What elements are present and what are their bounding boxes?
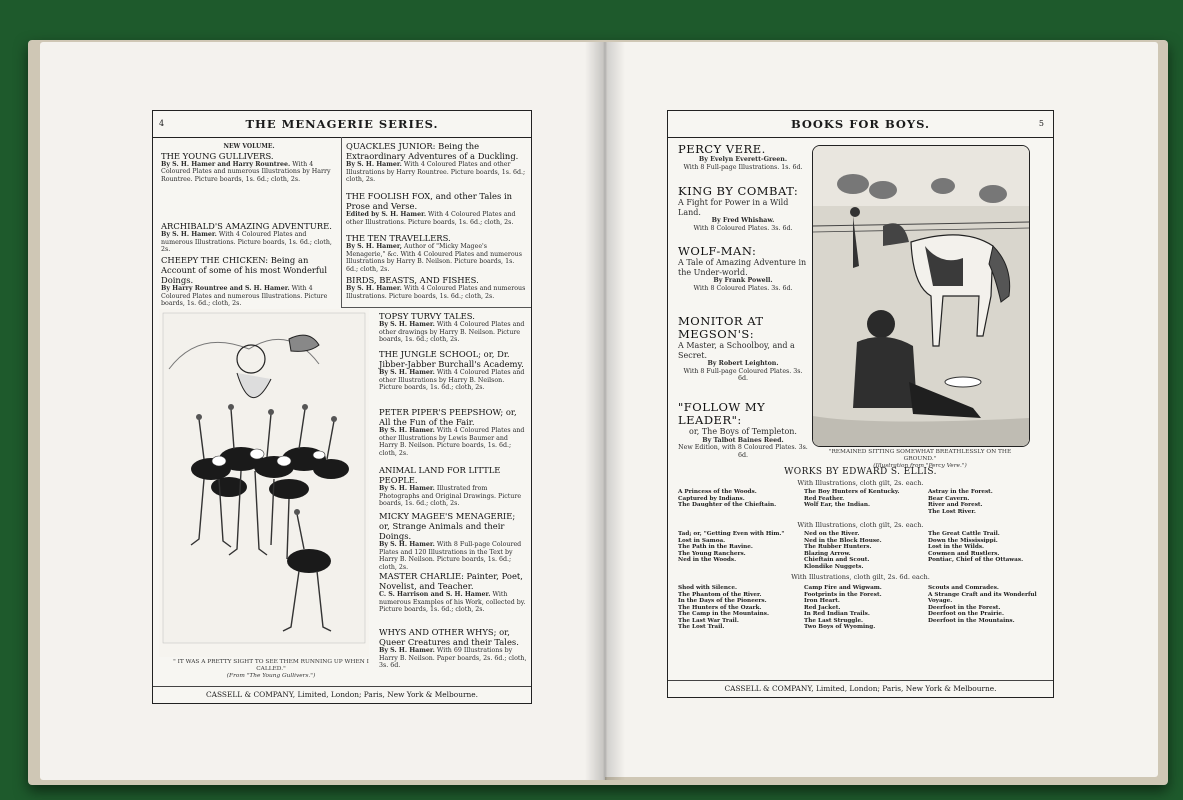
book-entry: KING BY COMBAT: A Fight for Power in a Wild Land. By Fred Whishaw. With 8 Coloured Plates. 3s. 6d. [678, 184, 799, 232]
left-page-title: THE MENAGERIE SERIES. [245, 117, 439, 131]
right-page-footer: CASSELL & COMPANY, Limited, London; Paris, New York & Melbourne. [668, 680, 1053, 697]
right-page-frame [667, 110, 1054, 698]
book-entry: WOLF-MAN: A Tale of Amazing Adventure in the Under-world. By Frank Powell. With 8 Coloured Plates. 3s. 6d. [678, 244, 807, 292]
left-page-number: 4 [159, 119, 166, 128]
book-gutter-shadow [585, 42, 625, 780]
left-page-footer: CASSELL & COMPANY, Limited, London; Paris, New York & Melbourne. [153, 686, 531, 703]
catalog-entry: ARCHIBALD'S AMAZING ADVENTURE. By S. H. Hamer. With 4 Coloured Plates and numerous Illustrations. Picture boards, 1s. 6d.; cloth, 2s. [161, 221, 332, 254]
book-column: The Great Cattle Trail. Down the Mississippi. Lost in the Wilds. Cowmen and Rustlers. Pontiac, Chief of the Ottawas. [928, 531, 1024, 563]
column-divider [341, 307, 531, 308]
ellis-section-title: WORKS BY EDWARD S. ELLIS. [784, 467, 937, 477]
book-column: A Princess of the Woods. Captured by Indians. The Daughter of the Chieftain. [678, 489, 777, 508]
book-column: Camp Fire and Wigwam. Footprints in the Forest. Iron Heart. Red Jacket. In Red Indian Trails. The Last Struggle. Two Boys of Wyoming. [804, 585, 882, 630]
catalog-entry: MICKY MAGEE'S MENAGERIE; or, Strange Animals and their Doings. By S. H. Hamer. With 8 Full-page Coloured Plates and 120 Illustrations in the Text by Harry B. Neilson. Picture boards, 1s. 6d.; cloth, 2s. [379, 511, 522, 571]
catalog-entry: MASTER CHARLIE: Painter, Poet, Novelist, and Teacher. C. S. Harrison and S. H. Hamer. With numerous Examples of his Work, collected by. Picture boards, 1s. 6d.; cloth, 2s. [379, 571, 526, 614]
catalog-entry: CHEEPY THE CHICKEN: Being an Account of some of his most Wonderful Doings. By Harry Rountree and S. H. Hamer. With 4 Coloured Plates and numerous Illustrations. Picture boards, 1s. 6d.; cloth, 2s. [161, 255, 328, 308]
left-page-header [153, 111, 531, 138]
catalog-entry: QUACKLES JUNIOR: Being the Extraordinary Adventures of a Duckling. By S. H. Hamer. With 4 Coloured Plates and other Illustrations by Harry Rountree. Picture boards, 1s. 6d.; cloth, 2s. [346, 141, 526, 184]
book-column: The Boy Hunters of Kentucky. Red Feather. Wolf Ear, the Indian. [804, 489, 900, 508]
catalog-entry: THE FOOLISH FOX, and other Tales in Prose and Verse. Edited by S. H. Hamer. With 4 Coloured Plates and other Illustrations. Picture boards, 1s. 6d.; cloth, 2s. [346, 191, 516, 226]
book-column: Ned on the River. Ned in the Block House. The Rubber Hunters. Blazing Arrow. Chieftain and Scout. Klondike Nuggets. [804, 531, 882, 570]
illustration-caption: "REMAINED SITTING SOMEWHAT BREATHLESSLY ON THE GROUND." (Illustration from "Percy Vere.") [828, 449, 1012, 469]
book-entry: PERCY VERE. By Evelyn Everett-Green. With 8 Full-page Illustrations. 1s. 6d. [678, 142, 803, 171]
book-column: Shod with Silence. The Phantom of the River. In the Days of the Pioneers. The Hunters of the Ozark. The Camp in the Mountains. The Last War Trail. The Lost Trail. [678, 585, 769, 630]
ostrich-drawing [159, 309, 369, 649]
catalog-entry: PETER PIPER'S PEEPSHOW; or, All the Fun of the Fair. By S. H. Hamer. With 4 Coloured Plates and other Illustrations by Lewis Baumer and Harry B. Neilson. Picture boards, 1s. 6d.; cloth, 2s. [379, 407, 525, 457]
ostrich-illustration [159, 309, 369, 657]
left-page-frame [152, 110, 532, 704]
book-column: Astray in the Forest. Bear Cavern. River and Forest. The Lost River. [928, 489, 993, 515]
catalog-entry: BIRDS, BEASTS, AND FISHES. By S. H. Hamer. With 4 Coloured Plates and numerous Illustrations. Picture boards, 1s. 6d.; cloth, 2s. [346, 275, 526, 300]
right-page [605, 42, 1158, 777]
book-entry: MONITOR AT MEGSON'S: A Master, a Schoolboy, and a Secret. By Robert Leighton. With 8 Full-page Coloured Plates. 3s. 6d. [678, 314, 803, 383]
catalog-entry: THE JUNGLE SCHOOL; or, Dr. Jibber-Jabber Burchall's Academy. By S. H. Hamer. With 4 Coloured Plates and other Illustrations by Harry B. Neilson. Picture boards, 1s. 6d.; cloth, 2s. [379, 349, 525, 392]
boy-horse-drawing [813, 146, 1029, 446]
boy-and-horse-illustration [812, 145, 1030, 447]
illustration-caption: " IT WAS A PRETTY SIGHT TO SEE THEM RUNNING UP WHEN I CALLED." (From "The Young Gullivers.") [173, 659, 369, 679]
right-page-title: BOOKS FOR BOYS. [790, 117, 931, 131]
column-divider [341, 137, 342, 307]
catalog-entry: WHYS AND OTHER WHYS; or, Queer Creatures and their Tales. By S. H. Hamer. With 69 Illustrations by Harry B. Neilson. Paper boards, 2s. 6d.; cloth, 3s. 6d. [379, 627, 527, 670]
book-entry: "FOLLOW MY LEADER": or, The Boys of Templeton. By Talbot Baines Reed. New Edition, with 8 Coloured Plates. 3s. 6d. [678, 400, 808, 459]
left-page [40, 42, 605, 780]
right-page-header [668, 111, 1053, 138]
catalog-entry: THE TEN TRAVELLERS. By S. H. Hamer, Author of "Micky Magee's Menagerie," &c. With 4 Coloured Plates and numerous Illustrations by Harry B. Neilson. Picture boards, 1s. 6d.; cloth, 2s. [346, 233, 522, 273]
right-page-number: 5 [1038, 119, 1045, 128]
book-column: Tad; or, "Getting Even with Him." Lost in Samoa. The Path in the Ravine. The Young Ranchers. Ned in the Woods. [678, 531, 785, 563]
ellis-group-note: With Illustrations, cloth gilt, 2s. each. [797, 521, 924, 529]
catalog-entry: TOPSY TURVY TALES. By S. H. Hamer. With 4 Coloured Plates and other drawings by Harry B. Neilson. Picture boards, 1s. 6d.; cloth, 2s. [379, 311, 525, 344]
ellis-group-note: With Illustrations, cloth gilt, 2s. each. [797, 479, 924, 487]
catalog-entry: NEW VOLUME. THE YOUNG GULLIVERS. By S. H. Hamer and Harry Rountree. With 4 Coloured Plates and numerous Illustrations by Harry Rountree. Picture boards, 1s. 6d.; cloth, 2s. [161, 143, 331, 183]
ellis-group-note: With Illustrations, cloth gilt, 2s. 6d. each. [791, 573, 930, 581]
book-column: Scouts and Comrades. A Strange Craft and its Wonderful Voyage. Deerfoot in the Forest. Deerfoot on the Prairie. Deerfoot in the Mountains. [928, 585, 1037, 624]
catalog-entry: ANIMAL LAND FOR LITTLE PEOPLE. By S. H. Hamer. Illustrated from Photographs and Original Drawings. Picture boards, 1s. 6d.; cloth, 2s. [379, 465, 522, 508]
